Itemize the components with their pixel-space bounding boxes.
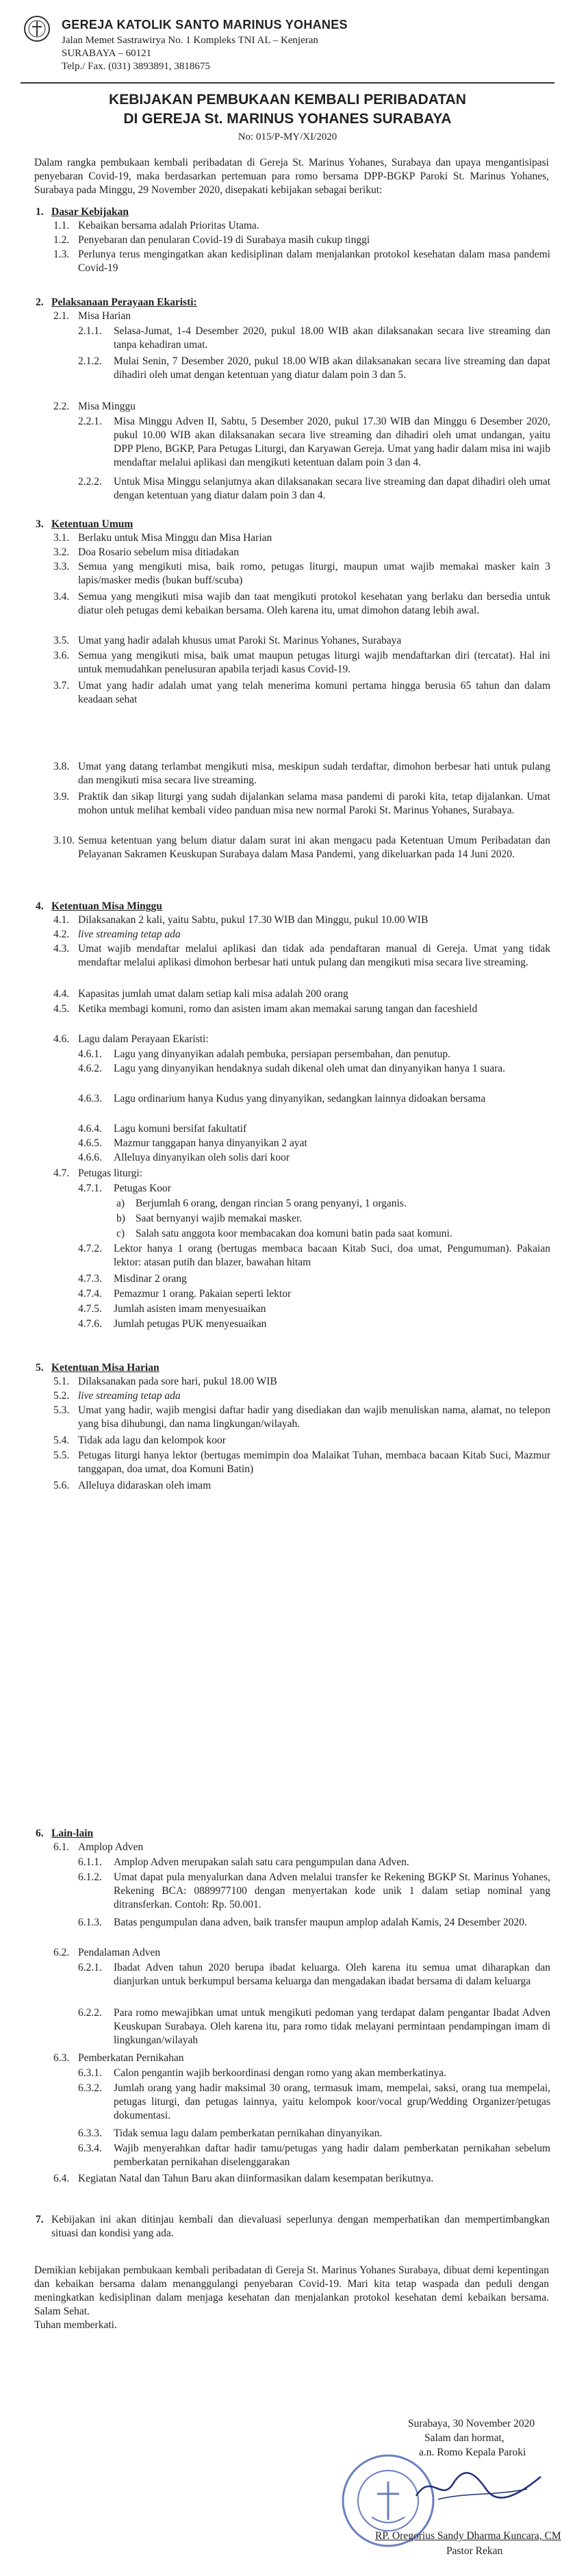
greeting: Salam dan hormat, (424, 2432, 504, 2444)
item-number: 4.1. (53, 914, 70, 926)
item-number: 4.7.5. (78, 1303, 102, 1315)
list-item: Amplop Adven (78, 1841, 144, 1853)
item-number: 4.6.5. (78, 1137, 102, 1149)
section-6-title: Lain-lain (51, 1828, 94, 1839)
list-item: Tidak ada lagu dan kelompok koor (78, 1435, 226, 1446)
list-item: Untuk Misa Minggu selanjutnya akan dilaksanakan secara live streaming dan dapat dihadiri oleh umat dengan ketentuan yang diatur dalam poin 3 dan 4. (114, 476, 550, 501)
item-number: 2.1.2. (78, 355, 102, 367)
list-item: Umat wajib mendaftar melalui aplikasi dan tidak ada pendaftaran manual di Gereja. Umat yang tidak mendaftar melalui aplikasi dimohon berbesar hati untuk pulang dan mengikuti misa secara live streaming. (78, 943, 550, 968)
item-number: 4.6.2. (78, 1063, 102, 1074)
section-3-title: Ketentuan Umum (51, 518, 133, 530)
item-number: 4.6.1. (78, 1048, 102, 1060)
item-number: 4.7.4. (78, 1288, 102, 1300)
section-7-number: 7. (36, 2214, 44, 2225)
item-number: 5.2. (53, 1390, 70, 1402)
item-number: 6.1.3. (78, 1917, 102, 1928)
list-item: Misa Minggu (78, 401, 136, 412)
list-item: Lagu dalam Perayaan Ekaristi: (78, 1033, 209, 1045)
list-item: Pemberkatan Pernikahan (78, 2052, 184, 2064)
section-1-title: Dasar Kebijakan (51, 206, 129, 218)
list-item: Umat yang hadir adalah umat yang telah menerima komuni pertama hingga berusia 65 tahun dan dalam keadaan sehat (78, 680, 550, 705)
church-logo (23, 15, 51, 42)
signer-name: RP. Oregorius Sandy Dharma Kuncara, CM (375, 2530, 561, 2542)
list-item: Penyebaran dan penularan Covid-19 di Surabaya masih cukup tinggi (78, 234, 370, 246)
item-number: 4.7.3. (78, 1273, 102, 1285)
list-item: Umat yang datang terlambat mengikuti misa, meskipun sudah terdaftar, dimohon berbesar hati untuk pulang dan mengikuti misa secara live streaming. (78, 761, 550, 786)
list-item: Lektor hanya 1 orang (bertugas membaca bacaan Kitab Suci, doa umat, Pengumuman). Pakaian lektor: atasan putih dan blazer, bawahan hitam (114, 1243, 550, 1268)
item-number: 5.5. (53, 1450, 70, 1461)
item-number: 1.2. (53, 234, 70, 246)
list-item: Berjumlah 6 orang, dengan rincian 5 orang penyanyi, 1 organis. (136, 1198, 407, 1209)
list-item: Dilaksanakan 2 kali, yaitu Sabtu, pukul 17.30 WIB dan Minggu, pukul 10.00 WIB (78, 914, 429, 926)
header-divider (21, 82, 554, 84)
item-number: 6.3. (53, 2052, 70, 2064)
list-item: live streaming tetap ada (78, 929, 181, 940)
list-item: Misdinar 2 orang (114, 1273, 187, 1285)
item-number: 5.6. (53, 1480, 70, 1491)
item-number: 6.1.2. (78, 1871, 102, 1883)
item-number: 4.6.4. (78, 1123, 102, 1135)
item-number: 1.3. (53, 249, 70, 260)
list-item: Lagu yang dinyanyikan hendaknya sudah dikenal oleh umat dan dinyanyikan hanya 1 suara. (114, 1063, 506, 1074)
letterhead (23, 15, 557, 96)
section-5-title: Ketentuan Misa Harian (51, 1362, 159, 1374)
item-number: 3.9. (53, 791, 70, 803)
item-number: 6.3.2. (78, 2082, 102, 2094)
section-2-title: Pelaksanaan Perayaan Ekaristi: (51, 296, 197, 308)
signer-title: Pastor Rekan (446, 2545, 503, 2557)
item-number: 6.2.2. (78, 2007, 102, 2019)
item-number: 4.7.6. (78, 1318, 102, 1330)
item-number: 6.1. (53, 1841, 70, 1853)
list-item: Perlunya terus mengingatkan akan kedisiplinan dalam menjalankan protokol kesehatan dalam masa pandemi Covid-19 (78, 249, 550, 274)
list-item: Umat yang hadir, wajib mengisi daftar hadir yang disediakan dan wajib menuliskan nama, alamat, no telepon yang bisa dihubungi, dan nama lingkungan/wilayah. (78, 1404, 550, 1430)
place-date: Surabaya, 30 November 2020 (408, 2418, 535, 2429)
list-item: Petugas Koor (114, 1183, 171, 1194)
list-item: Kapasitas jumlah umat dalam setiap kali misa adalah 200 orang (78, 988, 348, 1000)
list-item: Ibadat Adven tahun 2020 berupa ibadat keluarga. Oleh karena itu semua umat diharapkan dan dianjurkan untuk berkumpul bersama keluarga dan mengadakan ibadat bersama di dalam keluarga (114, 1962, 550, 1987)
list-item: Misa Harian (78, 310, 131, 322)
item-number: 2.1.1. (78, 325, 102, 337)
item-number: 3.1. (53, 532, 70, 544)
item-number: 3.7. (53, 680, 70, 692)
list-item: Dilaksanakan pada sore hari, pukul 18.00 WIB (78, 1376, 277, 1387)
section-3-number: 3. (36, 518, 44, 530)
intro-paragraph: Dalam rangka pembukaan kembali peribadatan di Gereja St. Marinus Yohanes, Surabaya dan upaya mengantisipasi penyebaran Covid-19, maka berdasarkan pertemuan para romo bersama DPP-BGKP Paroki St. Marinus Yohanes, Surabaya pada Minggu, 29 November 2020, disepakati kebijakan sebagai berikut: (34, 157, 549, 196)
item-number: 5.3. (53, 1404, 70, 1416)
item-number: 4.4. (53, 988, 70, 1000)
item-number: 3.2. (53, 546, 70, 558)
closing-paragraph: Demikian kebijakan pembukaan kembali peribadatan di Gereja St. Marinus Yohanes Surabaya, dibuat demi kepentingan dan kebaikan bersama dalam menanggulangi penyebaran Covid-19. Mari kita tetap waspada dan peduli dengan meningkatkan kedisiplinan dalam menjaga kesehatan dan menjalankan protokol kesehatan demi kebaikan bersama. Salam Sehat. (34, 2264, 549, 2317)
list-item: Kegiatan Natal dan Tahun Baru akan diinformasikan dalam kesempatan berikutnya. (78, 2173, 434, 2184)
item-number: 5.1. (53, 1376, 70, 1387)
item-number: 6.3.1. (78, 2067, 102, 2079)
item-number: 4.6. (53, 1033, 70, 1045)
section-6-number: 6. (36, 1828, 44, 1839)
item-number: 1.1. (53, 220, 70, 231)
list-item: Umat dapat pula menyalurkan dana Adven melalui transfer ke Rekening BGKP St. Marinus Yohanes, Rekening BCA: 0889977100 dengan menyertakan kode unik 1 dalam setiap nominal yang ditransferkan. Contoh: Rp. 50.001. (114, 1871, 550, 1910)
list-item: Umat yang hadir adalah khusus umat Paroki St. Marinus Yohanes, Surabaya (78, 635, 402, 646)
list-item: Amplop Adven merupakan salah satu cara pengumpulan dana Adven. (114, 1856, 409, 1868)
item-number: 3.5. (53, 635, 70, 646)
church-name: GEREJA KATOLIK SANTO MARINUS YOHANES (62, 18, 348, 31)
item-number: 4.7.1. (78, 1183, 102, 1194)
item-number: c) (116, 1228, 125, 1239)
list-item: Semua ketentuan yang belum diatur dalam surat ini akan mengacu pada Ketentuan Umum Peribadatan dan Pelayanan Sakramen Keuskupan Surabaya dalam Masa Pandemi, yang dikeluarkan pada 14 Juni 2020. (78, 835, 550, 860)
list-item: Doa Rosario sebelum misa ditiadakan (78, 546, 240, 558)
item-number: b) (116, 1213, 125, 1224)
list-item: Alleluya didaraskan oleh imam (78, 1480, 212, 1491)
list-item: Semua yang mengikuti misa, baik romo, petugas liturgi, maupun umat wajib memakai masker kain 3 lapis/masker medis (bukan buff/scuba) (78, 561, 550, 586)
item-number: a) (116, 1198, 125, 1209)
item-number: 3.6. (53, 650, 70, 661)
item-number: 4.6.3. (78, 1093, 102, 1104)
list-item: Mazmur tanggapan hanya dinyanyikan 2 ayat (114, 1137, 307, 1149)
list-item: Batas pengumpulan dana adven, baik transfer maupun amplop adalah Kamis, 24 Desember 2020. (114, 1917, 527, 1928)
closing-blessing: Tuhan memberkati. (34, 2319, 117, 2331)
item-number: 4.6.6. (78, 1152, 102, 1163)
list-item: live streaming tetap ada (78, 1390, 181, 1402)
page-title: KEBIJAKAN PEMBUKAAN KEMBALI PERIBADATAN DI GEREJA St. MARINUS YOHANES SURABAYA (109, 92, 466, 127)
item-number: 3.8. (53, 761, 70, 772)
list-item: Selasa-Jumat, 1-4 Desember 2020, pukul 18.00 WIB akan dilaksanakan secara live streaming dan tanpa kehadiran umat. (114, 325, 550, 351)
list-item: Salah satu anggota koor membacakan doa komuni batin pada saat komuni. (136, 1228, 452, 1239)
list-item: Wajib menyerahkan daftar hadir tamu/petugas yang hadir dalam pemberkatan pernikahan sebelum pemberkatan pernikahan diselenggarakan (114, 2143, 550, 2168)
section-2-number: 2. (36, 296, 44, 308)
item-number: 4.3. (53, 943, 70, 955)
list-item: Tidak semua lagu dalam pemberkatan pernikahan dinyanyikan. (114, 2127, 383, 2139)
list-item: Praktik dan sikap liturgi yang sudah dijalankan selama masa pandemi di paroki kita, tetap dijalankan. Umat mohon untuk melihat kembali video panduan misa new normal Paroki St. Marinus Yohanes, Surabaya. (78, 791, 550, 816)
section-4-title: Ketentuan Misa Minggu (51, 900, 162, 912)
item-number: 6.3.3. (78, 2127, 102, 2139)
section-1-number: 1. (36, 206, 44, 218)
item-number: 6.4. (53, 2173, 70, 2184)
list-item: Pemazmur 1 orang. Pakaian seperti lektor (114, 1288, 292, 1300)
list-item: Calon pengantin wajib berkoordinasi dengan romo yang akan memberkatinya. (114, 2067, 446, 2079)
item-number: 6.3.4. (78, 2143, 102, 2154)
list-item: Kebaikan bersama adalah Prioritas Utama. (78, 220, 259, 231)
list-item: Lagu komuni bersifat fakultatif (114, 1123, 247, 1135)
list-item: Para romo mewajibkan umat untuk mengikuti pedoman yang terdapat dalam pengantar Ibadat Adven Keuskupan Surabaya. Oleh karena itu, para romo tidak melayani permintaan pendampingan imam di lingkungan/wilayah (114, 2007, 550, 2046)
item-number: 6.1.1. (78, 1856, 102, 1868)
item-number: 3.4. (53, 591, 70, 603)
list-item: Alleluya dinyanyikan oleh solis dari koor (114, 1152, 290, 1163)
list-item: Mulai Senin, 7 Desember 2020, pukul 18.00 WIB akan dilaksanakan secara live streaming dan dapat dihadiri oleh umat dengan ketentuan yang diatur dalam poin 3 dan 5. (114, 355, 550, 381)
church-address: Jalan Memet Sastrawirya No. 1 Kompleks TNI AL – Kenjeran SURABAYA – 60121 Telp./ Fax. (031) 3893891, 3818675 (62, 35, 318, 72)
section-5-number: 5. (36, 1362, 44, 1374)
item-number: 4.7. (53, 1167, 70, 1179)
list-item: Semua yang mengikuti misa wajib dan taat mengikuti protokol kesehatan yang berlaku dan bersedia untuk diatur oleh petugas demi kebaikan bersama. Oleh karena itu, umat dimohon datang lebih awal. (78, 591, 550, 616)
item-number: 4.2. (53, 929, 70, 940)
list-item: Saat bernyanyi wajib memakai masker. (136, 1213, 303, 1224)
list-item: Berlaku untuk Misa Minggu dan Misa Harian (78, 532, 272, 544)
list-item: Jumlah asisten imam menyesuaikan (114, 1303, 266, 1315)
list-item: Petugas liturgi: (78, 1167, 143, 1179)
signer-role: a.n. Romo Kepala Paroki (419, 2447, 526, 2458)
list-item: Lagu yang dinyanyikan adalah pembuka, persiapan persembahan, dan penutup. (114, 1048, 450, 1060)
list-item: Pendalaman Adven (78, 1947, 161, 1958)
item-number: 6.2.1. (78, 1962, 102, 1973)
list-item: Ketika membagi komuni, romo dan asisten imam akan memakai sarung tangan dan faceshield (78, 1003, 478, 1015)
item-number: 4.5. (53, 1003, 70, 1015)
item-number: 4.7.2. (78, 1243, 102, 1254)
item-number: 6.2. (53, 1947, 70, 1958)
item-number: 3.10. (53, 835, 75, 846)
item-number: 2.2. (53, 401, 70, 412)
list-item: Lagu ordinarium hanya Kudus yang dinyanyikan, sedangkan lainnya didoakan bersama (114, 1093, 486, 1104)
handwritten-signature (411, 2468, 548, 2506)
list-item: Misa Minggu Adven II, Sabtu, 5 Desember 2020, pukul 17.30 WIB dan Minggu 6 Desember 2020, pukul 10.00 WIB akan dilaksanakan secara live streaming dan dihadiri oleh umat undangan, yaitu DPP Pleno, BGKP, Para Petugas Liturgi, dan Karyawan Gereja. Umat yang hadir dalam misa ini wajib mendaftar melalui aplikasi dan mengikuti ketentuan dalam poin 3 dan 4. (114, 416, 550, 468)
item-number: 2.2.2. (78, 476, 102, 488)
list-item: Semua yang mengikuti misa, baik umat maupun petugas liturgi wajib mendaftarkan diri (tercatat). Hal ini untuk memudahkan penelusuran apabila terjadi kasus Covid-19. (78, 650, 550, 675)
section-4-number: 4. (36, 900, 44, 912)
item-number: 3.3. (53, 561, 70, 572)
section-7-text: Kebijakan ini akan ditinjau kembali dan dievaluasi seperlunya dengan memperhatikan dan mempertimbangkan situasi dan kondisi yang ada. (51, 2214, 550, 2239)
list-item: Jumlah petugas PUK menyesuaikan (114, 1318, 267, 1330)
item-number: 2.1. (53, 310, 70, 322)
document-number: No: 015/P-MY/XI/2020 (238, 131, 337, 142)
list-item: Petugas liturgi hanya lektor (bertugas memimpin doa Malaikat Tuhan, membaca bacaan Kitab Suci, Mazmur tanggapan, doa umat, doa Komuni Batin) (78, 1450, 550, 1475)
item-number: 2.2.1. (78, 416, 102, 427)
item-number: 5.4. (53, 1435, 70, 1446)
list-item: Jumlah orang yang hadir maksimal 30 orang, termasuk imam, mempelai, saksi, orang tua mempelai, petugas liturgi, dan petugas lainnya, yaitu kelompok koor/vocal grup/Wedding Organizer/petugas dokumentasi. (114, 2082, 550, 2121)
